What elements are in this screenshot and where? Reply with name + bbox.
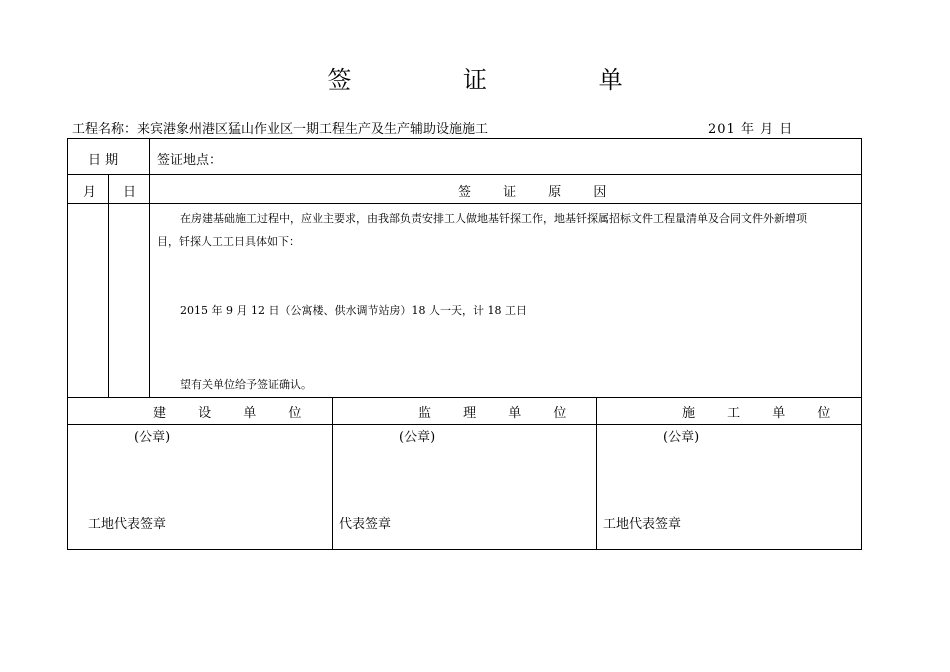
day-label: 日 (123, 185, 137, 200)
row-divider (68, 424, 861, 425)
contractor-seal: (公章) (663, 430, 700, 445)
reason-request: 望有关单位给予签证确认。 (180, 378, 312, 391)
row-divider (68, 203, 861, 204)
col-divider (332, 397, 333, 549)
contractor-unit-header: 施 工 单 位 (682, 406, 845, 421)
owner-signature: 工地代表签章 (88, 517, 167, 532)
col-divider (149, 139, 150, 397)
contractor-signature: 工地代表签章 (603, 517, 682, 532)
document-date: 201 年 月 日 (708, 122, 794, 137)
owner-unit-header: 建 设 单 位 (153, 406, 316, 421)
month-label: 月 (83, 185, 97, 200)
supervisor-seal: (公章) (399, 430, 436, 445)
document-title: 签 证 单 (327, 66, 675, 94)
reason-detail: 2015 年 9 月 12 日（公寓楼、供水调节站房）18 人一天，计 18 工日 (180, 304, 527, 317)
supervisor-unit-header: 监 理 单 位 (418, 406, 581, 421)
row-divider (68, 174, 861, 175)
project-name: 工程名称：来宾港象州港区猛山作业区一期工程生产及生产辅助设施施工 (72, 122, 489, 137)
reason-header: 签 证 原 因 (458, 185, 621, 200)
date-label: 日 期 (88, 153, 119, 168)
col-divider (108, 174, 109, 397)
visa-table (67, 138, 862, 550)
reason-paragraph-line1: 在房建基础施工过程中，应业主要求，由我部负责安排工人做地基钎探工作，地基钎探属招标文件工程量清单及合同文件外新增项 (180, 212, 807, 225)
location-label: 签证地点： (157, 153, 223, 168)
owner-seal: (公章) (134, 430, 171, 445)
supervisor-signature: 代表签章 (339, 517, 392, 532)
row-divider (68, 397, 861, 398)
col-divider (596, 397, 597, 549)
reason-paragraph-line2: 目，钎探人工工日具体如下： (157, 235, 300, 248)
